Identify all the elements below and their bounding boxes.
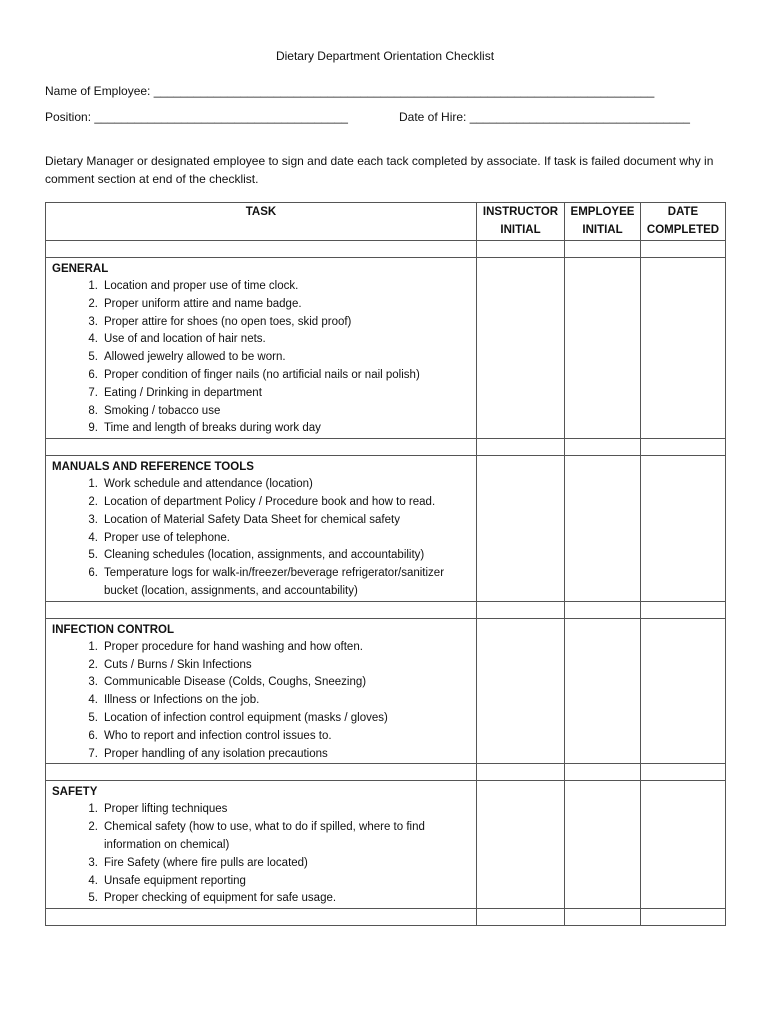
instructor-initial-column-header: INSTRUCTOR INITIAL bbox=[477, 203, 565, 241]
item-number: 2. bbox=[88, 821, 98, 834]
empty-cell[interactable] bbox=[565, 909, 641, 926]
list-item bbox=[88, 890, 470, 908]
item-number: 4. bbox=[88, 531, 98, 544]
item-text: Proper procedure for hand washing and how often. bbox=[104, 640, 363, 653]
item-text: Proper attire for shoes (no open toes, skid proof) bbox=[104, 315, 352, 328]
list-item bbox=[88, 476, 470, 494]
item-number: 5. bbox=[88, 711, 98, 724]
item-number: 2. bbox=[88, 297, 98, 310]
list-item bbox=[88, 710, 470, 728]
date-of-hire-label: Date of Hire: bbox=[399, 110, 467, 124]
item-number: 1. bbox=[88, 640, 98, 653]
empty-cell[interactable] bbox=[641, 241, 726, 258]
item-text: Use of and location of hair nets. bbox=[104, 333, 266, 346]
task-list bbox=[52, 476, 470, 601]
list-item bbox=[88, 278, 470, 296]
instructor-initial-cell[interactable] bbox=[477, 456, 565, 602]
empty-cell bbox=[46, 601, 477, 618]
empty-cell bbox=[46, 241, 477, 258]
task-list bbox=[52, 278, 470, 438]
item-number: 4. bbox=[88, 694, 98, 707]
section-title: MANUALS AND REFERENCE TOOLS bbox=[52, 461, 254, 474]
item-number: 9. bbox=[88, 422, 98, 435]
task-list bbox=[52, 639, 470, 764]
employee-initial-cell[interactable] bbox=[565, 456, 641, 602]
empty-cell[interactable] bbox=[565, 439, 641, 456]
list-item bbox=[88, 746, 470, 764]
list-item bbox=[88, 314, 470, 332]
item-text: Illness or Infections on the job. bbox=[104, 694, 260, 707]
item-text: Allowed jewelry allowed to be worn. bbox=[104, 351, 286, 364]
section-row bbox=[46, 258, 726, 439]
item-text: Communicable Disease (Colds, Coughs, Sneezing) bbox=[104, 676, 367, 689]
list-item bbox=[88, 728, 470, 746]
list-item bbox=[88, 801, 470, 819]
list-item bbox=[88, 819, 470, 855]
empty-cell[interactable] bbox=[565, 241, 641, 258]
instructions-text: Dietary Manager or designated employee to sign and date each tack completed by associate. If task is failed document why in comment section at end of the checklist. bbox=[45, 154, 714, 186]
table-header-row bbox=[46, 203, 726, 241]
list-item bbox=[88, 692, 470, 710]
item-text: Proper lifting techniques bbox=[104, 803, 228, 816]
document-title: Dietary Department Orientation Checklist bbox=[275, 49, 495, 63]
date-completed-cell[interactable] bbox=[641, 258, 726, 439]
empty-cell[interactable] bbox=[641, 601, 726, 618]
empty-cell[interactable] bbox=[565, 764, 641, 781]
empty-cell bbox=[46, 909, 477, 926]
section-task-cell bbox=[46, 258, 477, 439]
item-number: 5. bbox=[88, 549, 98, 562]
item-text: Time and length of breaks during work day bbox=[104, 422, 321, 435]
list-item bbox=[88, 296, 470, 314]
employee-initial-cell[interactable] bbox=[565, 781, 641, 909]
employee-initial-cell[interactable] bbox=[565, 258, 641, 439]
spacer-row bbox=[46, 241, 726, 258]
list-item bbox=[88, 530, 470, 548]
item-number: 6. bbox=[88, 729, 98, 742]
date-completed-cell[interactable] bbox=[641, 456, 726, 602]
employee-name-field bbox=[45, 84, 654, 98]
orientation-checklist-table bbox=[45, 202, 726, 926]
list-item bbox=[88, 674, 470, 692]
item-text: Location of Material Safety Data Sheet for chemical safety bbox=[104, 513, 400, 526]
item-text: Proper handling of any isolation precautions bbox=[104, 747, 328, 760]
list-item bbox=[88, 403, 470, 421]
instructor-initial-cell[interactable] bbox=[477, 258, 565, 439]
position-field bbox=[45, 110, 348, 124]
section-row bbox=[46, 781, 726, 909]
empty-cell[interactable] bbox=[477, 601, 565, 618]
item-number: 6. bbox=[88, 567, 98, 580]
item-text: Cuts / Burns / Skin Infections bbox=[104, 658, 252, 671]
item-text: Work schedule and attendance (location) bbox=[104, 478, 313, 491]
list-item bbox=[88, 657, 470, 675]
employee-initial-column-header: EMPLOYEE INITIAL bbox=[565, 203, 641, 241]
section-task-cell bbox=[46, 781, 477, 909]
item-number: 1. bbox=[88, 478, 98, 491]
section-title: INFECTION CONTROL bbox=[52, 623, 175, 636]
list-item bbox=[88, 385, 470, 403]
spacer-row bbox=[46, 439, 726, 456]
spacer-row bbox=[46, 909, 726, 926]
item-number: 3. bbox=[88, 315, 98, 328]
item-text: Proper checking of equipment for safe usage. bbox=[104, 892, 337, 905]
section-title: GENERAL bbox=[52, 263, 109, 275]
employee-name-label: Name of Employee: bbox=[45, 84, 151, 98]
date-completed-column-header: DATE COMPLETED bbox=[641, 203, 726, 241]
item-number: 3. bbox=[88, 676, 98, 689]
empty-cell bbox=[46, 764, 477, 781]
empty-cell[interactable] bbox=[641, 764, 726, 781]
instructor-initial-cell[interactable] bbox=[477, 781, 565, 909]
item-number: 4. bbox=[88, 874, 98, 887]
item-number: 2. bbox=[88, 495, 98, 508]
list-item bbox=[88, 547, 470, 565]
item-text: Smoking / tobacco use bbox=[104, 404, 221, 417]
checklist-body bbox=[46, 241, 726, 926]
section-task-cell bbox=[46, 456, 477, 602]
section-task-cell bbox=[46, 618, 477, 764]
section-row bbox=[46, 618, 726, 764]
item-text: Proper use of telephone. bbox=[104, 531, 230, 544]
item-number: 3. bbox=[88, 856, 98, 869]
empty-cell[interactable] bbox=[641, 439, 726, 456]
item-number: 1. bbox=[88, 803, 98, 816]
item-text: Proper uniform attire and name badge. bbox=[104, 297, 302, 310]
section-title: SAFETY bbox=[52, 786, 98, 799]
date-completed-cell[interactable] bbox=[641, 781, 726, 909]
employee-initial-cell[interactable] bbox=[565, 618, 641, 764]
position-blank[interactable]: ______________________________________ bbox=[94, 110, 348, 124]
item-number: 7. bbox=[88, 386, 98, 399]
item-number: 5. bbox=[88, 351, 98, 364]
instructor-initial-cell[interactable] bbox=[477, 618, 565, 764]
list-item bbox=[88, 855, 470, 873]
list-item bbox=[88, 331, 470, 349]
item-number: 5. bbox=[88, 892, 98, 905]
date-completed-cell[interactable] bbox=[641, 618, 726, 764]
list-item bbox=[88, 565, 470, 601]
item-text: Temperature logs for walk-in/freezer/beverage refrigerator/sanitizer bucket (location, assignments, and accountability) bbox=[104, 567, 445, 597]
spacer-row bbox=[46, 764, 726, 781]
task-column-header: TASK bbox=[46, 203, 477, 241]
list-item bbox=[88, 420, 470, 438]
spacer-row bbox=[46, 601, 726, 618]
date-of-hire-field bbox=[399, 110, 690, 124]
item-text: Who to report and infection control issues to. bbox=[104, 729, 332, 742]
item-text: Location of department Policy / Procedure book and how to read. bbox=[104, 495, 436, 508]
item-text: Unsafe equipment reporting bbox=[104, 874, 246, 887]
item-text: Chemical safety (how to use, what to do if spilled, where to find information on chemical) bbox=[104, 821, 425, 851]
list-item bbox=[88, 349, 470, 367]
position-label: Position: bbox=[45, 110, 92, 124]
item-text: Location of infection control equipment (masks / gloves) bbox=[104, 711, 388, 724]
list-item bbox=[88, 512, 470, 530]
empty-cell bbox=[46, 439, 477, 456]
item-text: Location and proper use of time clock. bbox=[104, 280, 299, 292]
section-row bbox=[46, 456, 726, 602]
item-text: Cleaning schedules (location, assignments, and accountability) bbox=[104, 549, 425, 562]
item-number: 2. bbox=[88, 658, 98, 671]
empty-cell[interactable] bbox=[477, 439, 565, 456]
item-text: Fire Safety (where fire pulls are located) bbox=[104, 856, 308, 869]
item-number: 1. bbox=[88, 280, 98, 292]
list-item bbox=[88, 873, 470, 891]
empty-cell[interactable] bbox=[641, 909, 726, 926]
item-number: 7. bbox=[88, 747, 98, 760]
list-item bbox=[88, 367, 470, 385]
item-text: Eating / Drinking in department bbox=[104, 386, 262, 399]
empty-cell[interactable] bbox=[477, 241, 565, 258]
item-number: 3. bbox=[88, 513, 98, 526]
empty-cell[interactable] bbox=[477, 764, 565, 781]
empty-cell[interactable] bbox=[477, 909, 565, 926]
item-number: 6. bbox=[88, 368, 98, 381]
employee-name-blank[interactable]: ___________________________________________________________________________ bbox=[153, 84, 655, 98]
item-text: Proper condition of finger nails (no artificial nails or nail polish) bbox=[104, 368, 420, 381]
task-list bbox=[52, 801, 470, 908]
empty-cell[interactable] bbox=[565, 601, 641, 618]
list-item bbox=[88, 494, 470, 512]
list-item bbox=[88, 639, 470, 657]
date-of-hire-blank[interactable]: _________________________________ bbox=[469, 110, 690, 124]
item-number: 4. bbox=[88, 333, 98, 346]
item-number: 8. bbox=[88, 404, 98, 417]
